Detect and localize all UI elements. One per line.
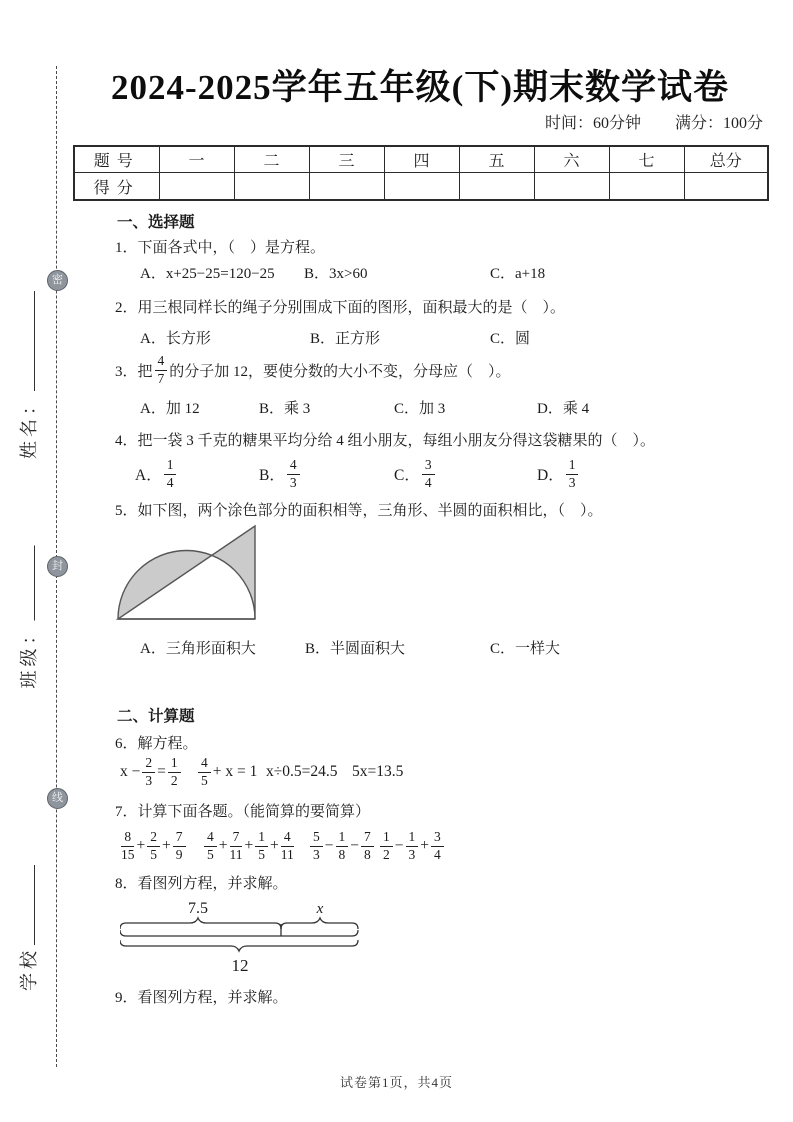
exam-meta — [545, 110, 763, 133]
fraction-numerator: 8 — [121, 830, 134, 846]
class-field — [15, 546, 41, 689]
q6-equations — [0, 750, 793, 794]
total-value: 12 — [231, 956, 249, 975]
q3-option-c: C．加 3 — [394, 401, 446, 417]
q8-stem: 8．看图列方程，并求解。 — [115, 876, 288, 892]
q2-option-c: C．圆 — [490, 331, 531, 347]
fraction-numerator: 3 — [431, 830, 444, 846]
col-header-6: 六 — [534, 146, 609, 173]
q7-expression-3 — [308, 824, 376, 868]
q7-expression-2 — [202, 824, 296, 868]
fraction-denominator: 3 — [289, 474, 297, 490]
q9-stem: 9．看图列方程，并求解。 — [115, 990, 288, 1006]
option-letter: B． — [259, 467, 285, 484]
operator: + — [162, 837, 171, 854]
fraction-numerator: 7 — [361, 830, 374, 846]
right-segment-value: x — [316, 901, 324, 917]
q7-expressions — [0, 824, 793, 868]
fraction — [147, 830, 160, 861]
fraction-denominator: 3 — [145, 772, 153, 788]
fraction-numerator: 4 — [287, 458, 300, 474]
fraction — [336, 830, 349, 861]
fraction-numerator: 1 — [164, 458, 177, 474]
operator: + — [244, 837, 254, 854]
fraction — [310, 830, 323, 861]
score-table-score-row — [74, 173, 768, 201]
fraction-denominator: 8 — [364, 846, 371, 862]
fraction-numerator: 2 — [142, 756, 155, 772]
operator: − — [324, 837, 334, 854]
q3-option-d: D．乘 4 — [537, 401, 590, 417]
col-header-7: 七 — [609, 146, 684, 173]
score-table — [73, 145, 769, 201]
fraction-denominator: 3 — [408, 846, 416, 862]
fraction-numerator: 2 — [147, 830, 160, 846]
fraction-denominator: 4 — [424, 474, 432, 490]
score-cell[interactable] — [684, 173, 768, 201]
q4-options — [0, 452, 793, 496]
fraction-denominator: 5 — [207, 846, 214, 862]
fraction — [281, 830, 294, 861]
fraction — [255, 830, 268, 861]
fraction-denominator: 4 — [166, 474, 174, 490]
fraction-numerator: 4 — [281, 830, 294, 846]
operator: + — [136, 837, 146, 854]
col-header-2: 二 — [234, 146, 309, 173]
q6-equation-3: x÷0.5=24.5 — [266, 763, 338, 780]
q5-option-a: A．三角形面积大 — [140, 641, 256, 657]
fraction-denominator: 3 — [568, 474, 576, 490]
q5-option-b: B．半圆面积大 — [305, 641, 406, 657]
class-field-label: 班级： — [19, 622, 39, 689]
fraction-numerator: 1 — [566, 458, 579, 474]
operator: + — [218, 837, 228, 854]
fraction — [204, 830, 217, 861]
fraction-numerator: 4 — [204, 830, 217, 846]
q1-option-c: C．a+18 — [490, 266, 546, 282]
page-title: 2024-2025学年五年级(下)期末数学试卷 — [111, 68, 729, 107]
q3-stem-pre: 3．把 — [115, 363, 153, 380]
name-field — [15, 291, 41, 459]
score-cell[interactable] — [234, 173, 309, 201]
section2-heading: 二、计算题 — [117, 708, 195, 725]
question-number-header: 题号 — [74, 146, 159, 173]
fraction — [173, 830, 186, 861]
fraction — [198, 756, 211, 787]
fraction-numerator: 1 — [380, 830, 393, 846]
fraction-numerator: 1 — [406, 830, 419, 846]
q3-options — [0, 397, 793, 419]
q3-stem — [115, 350, 511, 390]
q6-equation-2 — [196, 750, 257, 794]
fraction — [431, 830, 444, 861]
fraction — [406, 830, 419, 861]
fraction-denominator: 4 — [434, 846, 441, 862]
left-segment-brace — [120, 918, 281, 929]
term: + x = 1 — [212, 763, 258, 780]
fraction-denominator: 11 — [229, 846, 243, 862]
fraction — [168, 756, 181, 787]
term: x − — [120, 763, 141, 780]
fraction-numerator: 1 — [336, 830, 349, 846]
q2-options — [0, 327, 793, 349]
name-field-label: 姓名： — [19, 393, 39, 459]
fraction-denominator: 5 — [258, 846, 265, 862]
right-segment-brace — [281, 918, 358, 929]
q3-option-a: A．加 12 — [140, 401, 200, 417]
q7-expression-1 — [119, 824, 188, 868]
fraction-denominator: 5 — [201, 772, 208, 788]
col-header-5: 五 — [459, 146, 534, 173]
q3-option-b: B．乘 3 — [259, 401, 311, 417]
operator: + — [420, 837, 429, 854]
fraction-denominator: 3 — [313, 846, 320, 862]
bar-bottom-edge — [120, 930, 358, 936]
fraction-numerator: 3 — [422, 458, 435, 474]
fraction — [164, 458, 177, 489]
fraction — [361, 830, 374, 861]
q2-option-b: B．正方形 — [310, 331, 381, 347]
operator: − — [394, 837, 404, 854]
left-segment-value: 7.5 — [188, 900, 208, 917]
fraction-numerator: 4 — [155, 354, 168, 370]
q1-option-a: A．x+25−25=120−25 — [140, 266, 275, 282]
q3-stem-post: 的分子加 12，要使分数的大小不变，分母应（ ）。 — [169, 363, 511, 380]
full-score-label: 满分：100分 — [674, 115, 763, 132]
seal-badge-mi: 密 — [47, 270, 68, 291]
fraction-numerator: 1 — [168, 756, 181, 772]
school-field-label: 学校 — [19, 947, 39, 991]
fraction — [230, 830, 243, 861]
fraction-denominator: 8 — [338, 846, 346, 862]
fraction — [155, 354, 168, 385]
total-brace — [120, 940, 358, 951]
score-cell[interactable] — [159, 173, 234, 201]
fraction-denominator: 11 — [280, 846, 294, 862]
operator: − — [350, 837, 359, 854]
q5-stem: 5．如下图，两个涂色部分的面积相等，三角形、半圆的面积相比，（ ）。 — [115, 503, 603, 519]
fraction-numerator: 5 — [310, 830, 323, 846]
q2-stem: 2．用三根同样长的绳子分别围成下面的图形，面积最大的是（ ）。 — [115, 300, 566, 316]
section1-heading: 一、选择题 — [117, 214, 195, 231]
fraction — [142, 756, 155, 787]
q5-option-c: C．一样大 — [490, 641, 561, 657]
fraction-numerator: 4 — [198, 756, 211, 772]
operator: + — [270, 837, 279, 854]
score-cell[interactable] — [384, 173, 459, 201]
score-cell[interactable] — [534, 173, 609, 201]
option-letter: A． — [135, 467, 162, 484]
page-number-footer: 试卷第1页，共4页 — [339, 1075, 453, 1090]
score-row-label: 得分 — [74, 173, 159, 201]
q4-option-d — [537, 452, 580, 496]
score-cell[interactable] — [459, 173, 534, 201]
col-header-4: 四 — [384, 146, 459, 173]
fraction — [287, 458, 300, 489]
time-limit-label: 时间：60分钟 — [544, 115, 641, 132]
fraction-denominator: 2 — [383, 846, 390, 862]
q6-equation-1 — [120, 750, 183, 794]
q4-option-b — [259, 452, 302, 496]
col-header-3: 三 — [309, 146, 384, 173]
option-letter: D． — [537, 467, 564, 484]
school-blank-line[interactable] — [20, 865, 35, 945]
q6-equation-4: 5x=13.5 — [352, 763, 404, 780]
fraction-denominator: 2 — [170, 772, 178, 788]
fraction-denominator: 5 — [150, 846, 157, 862]
school-field — [15, 865, 41, 991]
q4-option-c — [394, 452, 437, 496]
col-header-total: 总分 — [684, 146, 768, 173]
score-table-header-row — [74, 146, 768, 173]
q1-stem: 1．下面各式中，（ ）是方程。 — [115, 240, 326, 256]
score-table-wrap — [73, 145, 769, 201]
fraction — [566, 458, 579, 489]
option-letter: C． — [394, 467, 420, 484]
q7-stem: 7．计算下面各题。（能简算的要简算） — [115, 804, 371, 820]
q1-options — [0, 262, 793, 284]
fraction — [121, 830, 135, 861]
fraction-denominator: 7 — [157, 370, 165, 386]
q4-stem: 4．把一袋 3 千克的糖果平均分给 4 组小朋友，每组小朋友分得这袋糖果的（ ）。 — [115, 433, 656, 449]
class-blank-line[interactable] — [20, 546, 35, 621]
fraction-numerator: 7 — [230, 830, 243, 846]
seal-badge-feng: 封 — [47, 556, 68, 577]
score-cell[interactable] — [309, 173, 384, 201]
col-header-1: 一 — [159, 146, 234, 173]
seal-badge-xian: 线 — [47, 788, 68, 809]
q7-expression-4 — [378, 824, 446, 868]
score-cell[interactable] — [609, 173, 684, 201]
q5-options — [0, 637, 793, 659]
q2-option-a: A．长方形 — [140, 331, 211, 347]
q4-option-a — [135, 452, 178, 496]
term: = — [157, 763, 166, 780]
fraction — [422, 458, 435, 489]
fraction-numerator: 7 — [173, 830, 186, 846]
q1-option-b: B．3x>60 — [304, 266, 368, 282]
fraction-numerator: 1 — [255, 830, 268, 846]
fraction-denominator: 9 — [175, 846, 183, 862]
fraction-denominator: 15 — [121, 846, 135, 862]
fraction — [380, 830, 393, 861]
q5-semicircle-triangle-figure — [115, 522, 260, 624]
q8-bar-model-diagram — [120, 896, 370, 981]
q6-stem: 6．解方程。 — [115, 736, 198, 752]
